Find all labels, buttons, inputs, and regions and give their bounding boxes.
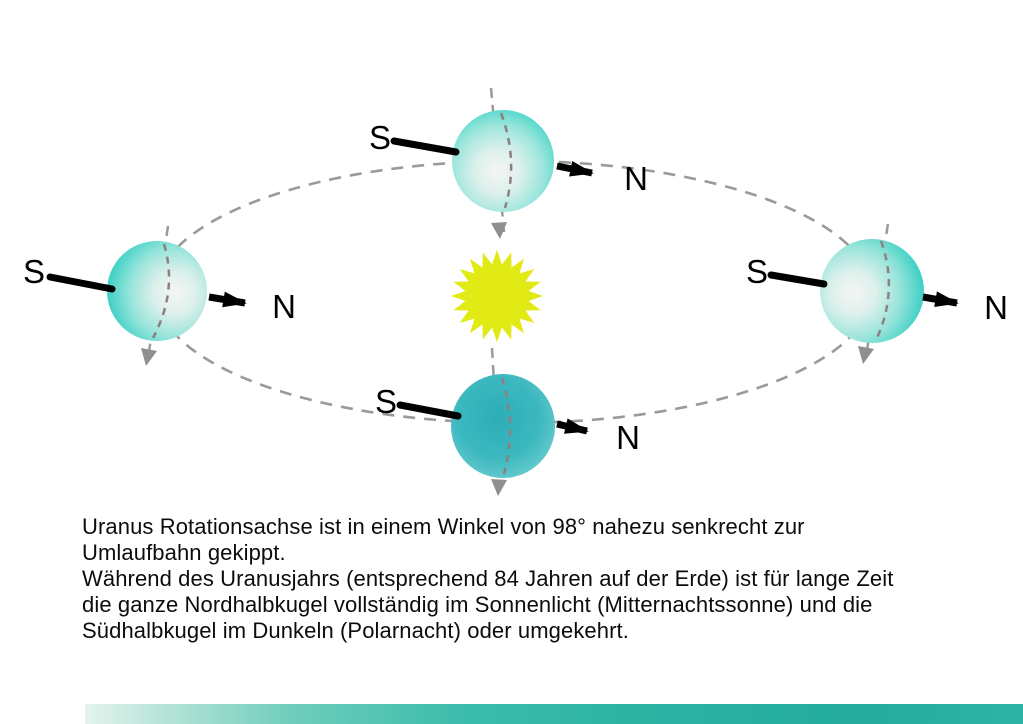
bottom-accent-bar — [85, 704, 1023, 724]
south-pole-label: S — [22, 253, 46, 290]
uranus-position-left — [23, 226, 296, 366]
north-pole-arrow — [557, 424, 587, 431]
caption-line: Südhalbkugel im Dunkeln (Polarnacht) oder umgekehrt. — [82, 618, 629, 643]
axis-arrowhead-icon — [491, 479, 507, 496]
north-pole-label: N — [624, 160, 648, 197]
uranus-sphere — [452, 110, 554, 212]
south-pole-line — [50, 277, 112, 289]
uranus-position-top — [369, 88, 648, 239]
caption — [82, 514, 1002, 644]
caption-line: die ganze Nordhalbkugel vollständig im Sonnenlicht (Mitternachtssonne) und die — [82, 592, 873, 617]
north-pole-label: N — [616, 419, 640, 456]
uranus-sphere — [107, 241, 207, 341]
south-pole-line — [400, 405, 458, 416]
axis-arrowhead-icon — [141, 348, 157, 366]
south-pole-label: S — [368, 119, 392, 156]
north-pole-arrow — [923, 297, 957, 303]
south-pole-line — [771, 275, 824, 284]
north-pole-arrow — [209, 297, 245, 303]
uranus-position-bottom — [375, 348, 640, 496]
caption-line: Uranus Rotationsachse ist in einem Winkel von 98° nahezu senkrecht zur — [82, 514, 805, 539]
uranus-position-right — [746, 224, 1008, 364]
south-pole-line — [394, 141, 456, 152]
sun-icon — [451, 250, 543, 342]
south-pole-label: S — [745, 253, 769, 290]
north-pole-arrow — [557, 166, 592, 173]
south-pole-label: S — [374, 383, 398, 420]
caption-line: Umlaufbahn gekippt. — [82, 540, 286, 565]
north-pole-label: N — [272, 288, 296, 325]
axis-arrowhead-icon — [858, 346, 874, 364]
caption-line: Während des Uranusjahrs (entsprechend 84 Jahren auf der Erde) ist für lange Zeit — [82, 566, 894, 591]
north-pole-label: N — [984, 289, 1008, 326]
uranus-sphere — [451, 374, 555, 478]
uranus-sphere — [820, 239, 924, 343]
